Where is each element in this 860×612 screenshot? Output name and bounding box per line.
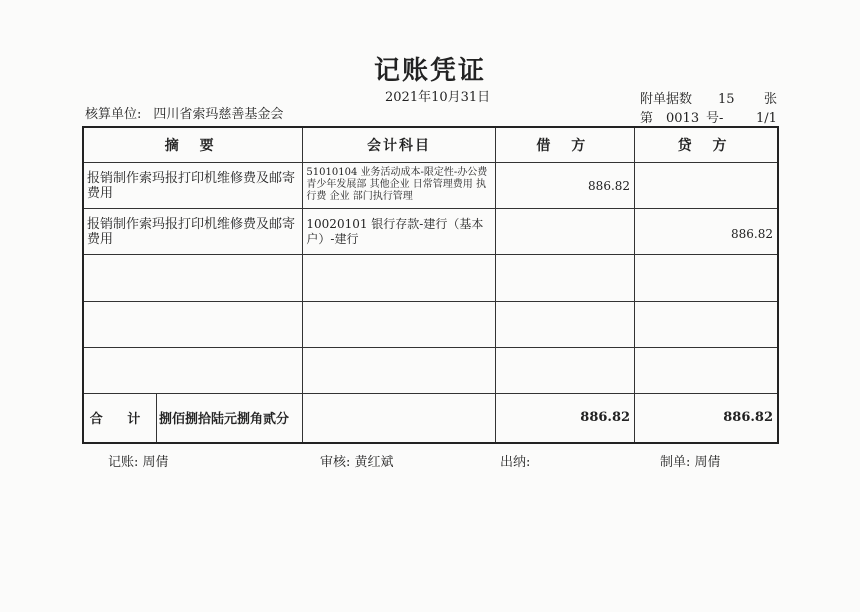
empty-row [83, 255, 778, 301]
table-header [83, 127, 778, 163]
total-label: 合 计 [84, 394, 157, 442]
table-row [83, 163, 778, 209]
header-summary: 摘 要 [83, 127, 303, 163]
header-subject: 会计科目 [303, 127, 495, 163]
attachment-suffix: 张 [764, 92, 778, 107]
reviewer-signature: 审核: 黄红斌 [320, 455, 394, 470]
empty-row [83, 301, 778, 347]
accounting-unit-value: 四川省索玛慈善基金会 [153, 107, 284, 122]
accounting-unit [85, 103, 283, 122]
entry-subject: 10020101 银行存款-建行（基本户）-建行 [303, 209, 495, 255]
voucher-number [640, 107, 777, 126]
voucher-page: 1/1 [756, 111, 777, 126]
voucher-title: 记账凭证 [373, 56, 486, 86]
total-row [83, 393, 778, 443]
entry-summary: 报销制作索玛报打印机维修费及邮寄费用 [83, 209, 303, 255]
attachment-number: 15 [718, 92, 735, 107]
entry-summary: 报销制作索玛报打印机维修费及邮寄费用 [83, 163, 303, 209]
entry-subject: 51010104 业务活动成本-限定性-办公费 青少年发展部 其他企业 日常管理费用 执行费 企业 部门执行管理 [303, 163, 495, 209]
bookkeeper-signature: 记账: 周倩 [108, 455, 169, 470]
voucher-date: 2021年10月31日 [385, 90, 491, 105]
voucher-prefix: 第 [640, 111, 654, 126]
entry-credit: 886.82 [635, 209, 778, 255]
total-debit: 886.82 [495, 393, 634, 443]
entry-debit [495, 209, 634, 255]
header-credit: 贷 方 [635, 127, 778, 163]
voucher-no-value: 0013 [666, 111, 700, 126]
table-row [83, 209, 778, 255]
total-credit: 886.82 [635, 393, 778, 443]
voucher-mid: 号- [706, 111, 724, 126]
total-amount-words: 捌佰捌拾陆元捌角贰分 [159, 412, 290, 428]
cashier-signature: 出纳: [500, 455, 531, 470]
entry-credit [635, 163, 778, 209]
total-cell [83, 393, 303, 443]
accounting-unit-label: 核算单位: [85, 107, 142, 122]
preparer-signature: 制单: 周倩 [660, 455, 721, 470]
voucher-table [82, 126, 779, 444]
header-debit: 借 方 [495, 127, 634, 163]
empty-row [83, 347, 778, 393]
attachment-label: 附单据数 [640, 92, 693, 107]
attachment-count [640, 88, 777, 107]
entry-debit: 886.82 [495, 163, 634, 209]
